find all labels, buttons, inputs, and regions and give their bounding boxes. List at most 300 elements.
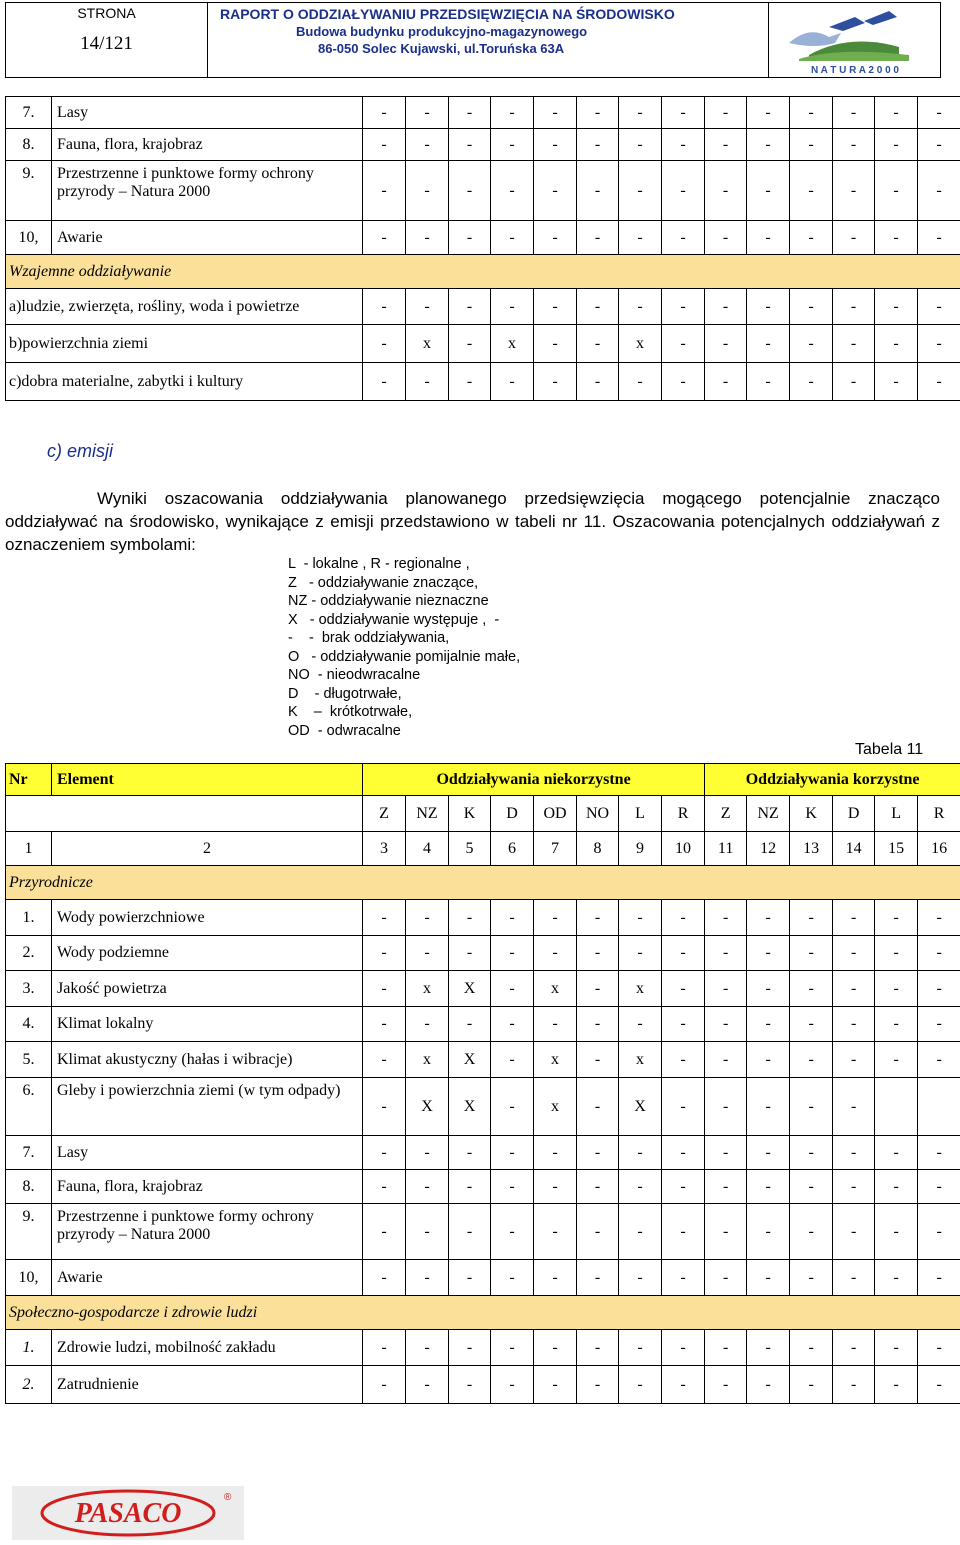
rating-cell: - [790,1170,833,1204]
rating-cell: - [491,1007,534,1042]
row-element: Awarie [52,1260,363,1296]
report-title: RAPORT O ODDZIAŁYWANIU PRZEDSIĘWZIĘCIA NA ŚRODOWISKO [220,6,768,22]
rating-cell: - [363,1007,406,1042]
rating-cell: - [833,1204,875,1260]
rating-cell: - [449,1170,491,1204]
table-row [6,325,960,363]
rating-cell: - [363,97,406,129]
project-address: 86-050 Solec Kujawski, ul.Toruńska 63A [318,41,768,56]
rating-cell: - [747,1170,790,1204]
rating-cell: - [577,363,619,401]
rating-cell: - [534,325,577,363]
rating-cell: - [875,161,918,221]
rating-cell: - [875,1170,918,1204]
row-number: 10, [6,1260,52,1296]
rating-cell: - [790,97,833,129]
rating-cell: - [619,1136,662,1170]
rating-cell: - [449,900,491,936]
section-heading: c) emisji [47,441,113,462]
rating-cell: - [833,161,875,221]
column-number: 8 [577,832,619,866]
rating-cell: - [491,363,534,401]
rating-cell: - [491,1078,534,1136]
rating-cell: - [619,221,662,255]
rating-cell: - [491,1330,534,1366]
rating-cell: - [833,363,875,401]
rating-cell: - [406,936,449,971]
page-label: STRONA [6,5,207,21]
rating-cell: - [833,289,875,325]
rating-cell: - [662,1260,705,1296]
legend-item: - - brak oddziaływania, [288,629,520,648]
rating-cell: - [577,289,619,325]
column-number: 7 [534,832,577,866]
rating-cell: - [363,289,406,325]
rating-cell: - [747,129,790,161]
table-row [6,1204,960,1260]
rating-cell: - [747,900,790,936]
column-number: 9 [619,832,662,866]
rating-cell: - [406,221,449,255]
table-row [6,363,960,401]
rating-cell: - [662,1007,705,1042]
table-row [6,1136,960,1170]
rating-cell: - [790,129,833,161]
rating-cell: - [833,1078,875,1136]
row-number: 4. [6,1007,52,1042]
rating-cell: - [577,1042,619,1078]
rating-cell: - [747,325,790,363]
row-number: 10, [6,221,52,255]
rating-cell: - [918,1260,960,1296]
rating-cell: - [662,97,705,129]
registered-mark: ® [224,1492,232,1503]
table-row [6,289,960,325]
row-element: Wody powierzchniowe [52,900,363,936]
rating-cell: - [363,161,406,221]
rating-cell: - [662,161,705,221]
rating-cell: - [577,1204,619,1260]
table-row [6,97,960,129]
row-element: Przestrzenne i punktowe formy ochrony przyrody – Natura 2000 [52,1204,363,1260]
rating-cell: X [449,1078,491,1136]
rating-cell: - [790,325,833,363]
rating-cell: - [747,1078,790,1136]
rating-cell: - [363,1170,406,1204]
row-element: Jakość powietrza [52,971,363,1007]
rating-cell: - [491,1170,534,1204]
rating-cell: - [875,1366,918,1404]
rating-cell: - [833,1260,875,1296]
rating-cell: - [662,900,705,936]
rating-cell: - [577,1078,619,1136]
rating-cell: - [363,221,406,255]
rating-cell: - [491,1204,534,1260]
rating-cell: - [577,971,619,1007]
rating-cell: - [790,1260,833,1296]
pasaco-logo-icon [12,1486,244,1540]
row-element: c)dobra materialne, zabytki i kultury [6,363,363,401]
rating-cell: - [747,936,790,971]
rating-cell: - [662,936,705,971]
rating-cell: - [747,1136,790,1170]
rating-cell: - [875,1260,918,1296]
rating-cell: - [747,363,790,401]
report-title-box [208,3,769,77]
column-number: 16 [918,832,960,866]
rating-cell: - [875,289,918,325]
table-row [6,1330,960,1366]
rating-cell: - [449,129,491,161]
rating-cell: x [619,325,662,363]
column-number: 2 [52,832,363,866]
rating-cell: - [449,1204,491,1260]
rating-cell: - [363,971,406,1007]
column-number: 14 [833,832,875,866]
header-symbol: NZ [406,796,449,832]
section-row [6,255,960,289]
rating-cell: x [534,1042,577,1078]
rating-cell: - [491,97,534,129]
rating-cell: x [619,971,662,1007]
legend-item: NZ - oddziaływanie nieznaczne [288,592,520,611]
pasaco-logo [12,1486,244,1540]
rating-cell: - [875,1042,918,1078]
rating-cell: - [534,363,577,401]
rating-cell: - [406,97,449,129]
section-label: Wzajemne oddziaływanie [6,255,960,289]
rating-cell: - [449,363,491,401]
rating-cell: - [833,1136,875,1170]
rating-cell: - [790,1366,833,1404]
header-element: Element [52,764,363,796]
rating-cell: - [662,1330,705,1366]
row-number: 2. [6,936,52,971]
rating-cell: - [619,97,662,129]
rating-cell: - [449,289,491,325]
rating-cell: - [918,1330,960,1366]
rating-cell: - [577,1260,619,1296]
rating-cell: - [875,221,918,255]
header-symbol: L [619,796,662,832]
rating-cell: - [662,129,705,161]
rating-cell: - [875,1204,918,1260]
rating-cell: - [662,1042,705,1078]
rating-cell: - [577,1170,619,1204]
column-number: 13 [790,832,833,866]
rating-cell: - [918,221,960,255]
rating-cell: X [619,1078,662,1136]
rating-cell: - [875,971,918,1007]
rating-cell: - [449,97,491,129]
rating-cell: - [747,289,790,325]
rating-cell: - [534,161,577,221]
rating-cell: - [406,129,449,161]
rating-cell: - [705,1204,747,1260]
rating-cell: - [534,936,577,971]
rating-cell: - [449,221,491,255]
rating-cell: - [705,161,747,221]
rating-cell: - [619,363,662,401]
rating-cell: - [406,900,449,936]
section-row [6,866,960,900]
rating-cell: - [918,161,960,221]
rating-cell: - [833,1366,875,1404]
header-symbol: R [662,796,705,832]
legend-item: L - lokalne , R - regionalne , [288,555,520,574]
rating-cell: - [534,289,577,325]
rating-cell: - [662,289,705,325]
rating-cell: - [619,1170,662,1204]
row-number: 7. [6,1136,52,1170]
row-element: Klimat lokalny [52,1007,363,1042]
continued-table [5,96,960,401]
legend-item: OD - odwracalne [288,722,520,741]
rating-cell: - [747,1366,790,1404]
rating-cell: - [491,161,534,221]
rating-cell: - [406,161,449,221]
rating-cell: - [705,1042,747,1078]
header-symbol: Z [705,796,747,832]
rating-cell: - [662,363,705,401]
column-number: 10 [662,832,705,866]
pasaco-logo-text: PASACO [74,1498,182,1529]
rating-cell: - [491,971,534,1007]
rating-cell: - [363,1366,406,1404]
row-element: Klimat akustyczny (hałas i wibracje) [52,1042,363,1078]
rating-cell: x [491,325,534,363]
rating-cell: - [449,1366,491,1404]
rating-cell: - [918,971,960,1007]
rating-cell: - [875,900,918,936]
table-row [6,221,960,255]
rating-cell: - [705,1330,747,1366]
rating-cell: - [833,129,875,161]
rating-cell: - [705,129,747,161]
header-symbol: D [491,796,534,832]
row-number: 3. [6,971,52,1007]
rating-cell: - [705,1136,747,1170]
rating-cell: - [449,1136,491,1170]
legend-item: D - długotrwałe, [288,685,520,704]
rating-cell: - [619,161,662,221]
rating-cell: - [747,221,790,255]
header-negative-impacts: Oddziaływania niekorzystne [363,764,705,796]
rating-cell: - [534,1170,577,1204]
rating-cell: - [875,1007,918,1042]
table-header-row [6,764,960,796]
rating-cell: - [534,900,577,936]
rating-cell: - [577,325,619,363]
table-row [6,936,960,971]
legend-item: K – krótkotrwałe, [288,703,520,722]
header-positive-impacts: Oddziaływania korzystne [705,764,960,796]
rating-cell: - [491,221,534,255]
rating-cell: - [491,1366,534,1404]
rating-cell: - [363,1330,406,1366]
row-element: Wody podziemne [52,936,363,971]
section-label: Przyrodnicze [6,866,960,900]
rating-cell: - [875,363,918,401]
page-number: 14/121 [6,33,207,55]
rating-cell: - [790,971,833,1007]
rating-cell: - [747,1260,790,1296]
rating-cell: - [747,161,790,221]
rating-cell: - [790,1042,833,1078]
rating-cell: x [406,1042,449,1078]
rating-cell: - [790,1078,833,1136]
row-number: 8. [6,129,52,161]
rating-cell: - [790,161,833,221]
rating-cell: - [619,1260,662,1296]
row-number: 7. [6,97,52,129]
column-number: 4 [406,832,449,866]
rating-cell: - [406,1007,449,1042]
rating-cell: - [747,1330,790,1366]
rating-cell: - [491,1260,534,1296]
header-symbol: OD [534,796,577,832]
rating-cell: - [918,936,960,971]
rating-cell: - [833,936,875,971]
rating-cell: - [833,900,875,936]
rating-cell: - [577,1136,619,1170]
rating-cell: x [619,1042,662,1078]
rating-cell: - [491,129,534,161]
rating-cell: - [747,971,790,1007]
legend-item: NO - nieodwracalne [288,666,520,685]
rating-cell: - [449,1007,491,1042]
rating-cell: - [705,1366,747,1404]
header-symbol: K [449,796,491,832]
row-number: 6. [6,1078,52,1136]
rating-cell [918,1078,960,1136]
rating-cell: - [577,129,619,161]
rating-cell: - [790,1330,833,1366]
table-row [6,129,960,161]
rating-cell: - [705,900,747,936]
table-row [6,1260,960,1296]
project-name: Budowa budynku produkcyjno-magazynowego [296,24,768,39]
rating-cell: - [491,900,534,936]
header-nr: Nr [6,764,52,796]
rating-cell: - [705,325,747,363]
rating-cell: - [491,289,534,325]
rating-cell: - [449,1260,491,1296]
rating-cell: - [875,325,918,363]
rating-cell: - [662,1078,705,1136]
row-element: Fauna, flora, krajobraz [52,129,363,161]
column-number-row [6,832,960,866]
rating-cell: - [662,325,705,363]
rating-cell: - [363,1042,406,1078]
column-number: 15 [875,832,918,866]
rating-cell: - [406,1170,449,1204]
legend-item: X - oddziaływanie występuje , - [288,611,520,630]
natura-2000-logo [769,3,940,77]
row-number: 5. [6,1042,52,1078]
row-element: Zdrowie ludzi, mobilność zakładu [52,1330,363,1366]
header-symbol: NO [577,796,619,832]
row-element: Zatrudnienie [52,1366,363,1404]
intro-paragraph [5,487,940,556]
rating-cell: - [918,289,960,325]
rating-cell: - [705,1260,747,1296]
table-row [6,1042,960,1078]
rating-cell: - [406,1136,449,1170]
rating-cell: - [363,1136,406,1170]
rating-cell: - [491,936,534,971]
rating-cell: - [662,1204,705,1260]
rating-cell: - [449,1330,491,1366]
rating-cell: - [918,1170,960,1204]
rating-cell: - [705,971,747,1007]
table-row [6,1007,960,1042]
rating-cell: - [577,1007,619,1042]
rating-cell: - [363,363,406,401]
column-number: 11 [705,832,747,866]
rating-cell: - [833,97,875,129]
rating-cell: - [705,1078,747,1136]
rating-cell: - [918,97,960,129]
rating-cell: - [918,1366,960,1404]
rating-cell: - [747,1204,790,1260]
table-row [6,1170,960,1204]
rating-cell: - [833,1007,875,1042]
row-number: 9. [6,1204,52,1260]
natura-logo-icon [769,3,940,77]
natura-logo-text: N A T U R A 2 0 0 0 [811,65,899,76]
table-row [6,900,960,936]
rating-cell: - [662,221,705,255]
column-number: 3 [363,832,406,866]
row-element: b)powierzchnia ziemi [6,325,363,363]
rating-cell: - [790,1136,833,1170]
rating-cell: - [491,1042,534,1078]
rating-cell: - [363,325,406,363]
header-symbol: L [875,796,918,832]
rating-cell: - [619,1007,662,1042]
rating-cell: - [406,1330,449,1366]
rating-cell: - [790,1204,833,1260]
rating-cell: - [662,1170,705,1204]
rating-cell: - [790,936,833,971]
rating-cell: - [662,971,705,1007]
rating-cell: X [406,1078,449,1136]
rating-cell: - [534,221,577,255]
table-row [6,1366,960,1404]
rating-cell: - [577,97,619,129]
rating-cell: - [619,900,662,936]
column-number: 12 [747,832,790,866]
rating-cell: - [619,289,662,325]
table-header-row [6,796,960,832]
rating-cell: - [705,936,747,971]
rating-cell: - [534,1007,577,1042]
table-row [6,161,960,221]
rating-cell: - [747,1007,790,1042]
rating-cell: - [534,1204,577,1260]
rating-cell: - [363,936,406,971]
rating-cell: - [918,900,960,936]
rating-cell: - [534,1366,577,1404]
rating-cell: x [406,971,449,1007]
rating-cell: - [662,1366,705,1404]
rating-cell: - [918,1042,960,1078]
rating-cell: X [449,971,491,1007]
rating-cell: - [619,1204,662,1260]
section-row [6,1296,960,1330]
row-element: Przestrzenne i punktowe formy ochrony przyrody – Natura 2000 [52,161,363,221]
